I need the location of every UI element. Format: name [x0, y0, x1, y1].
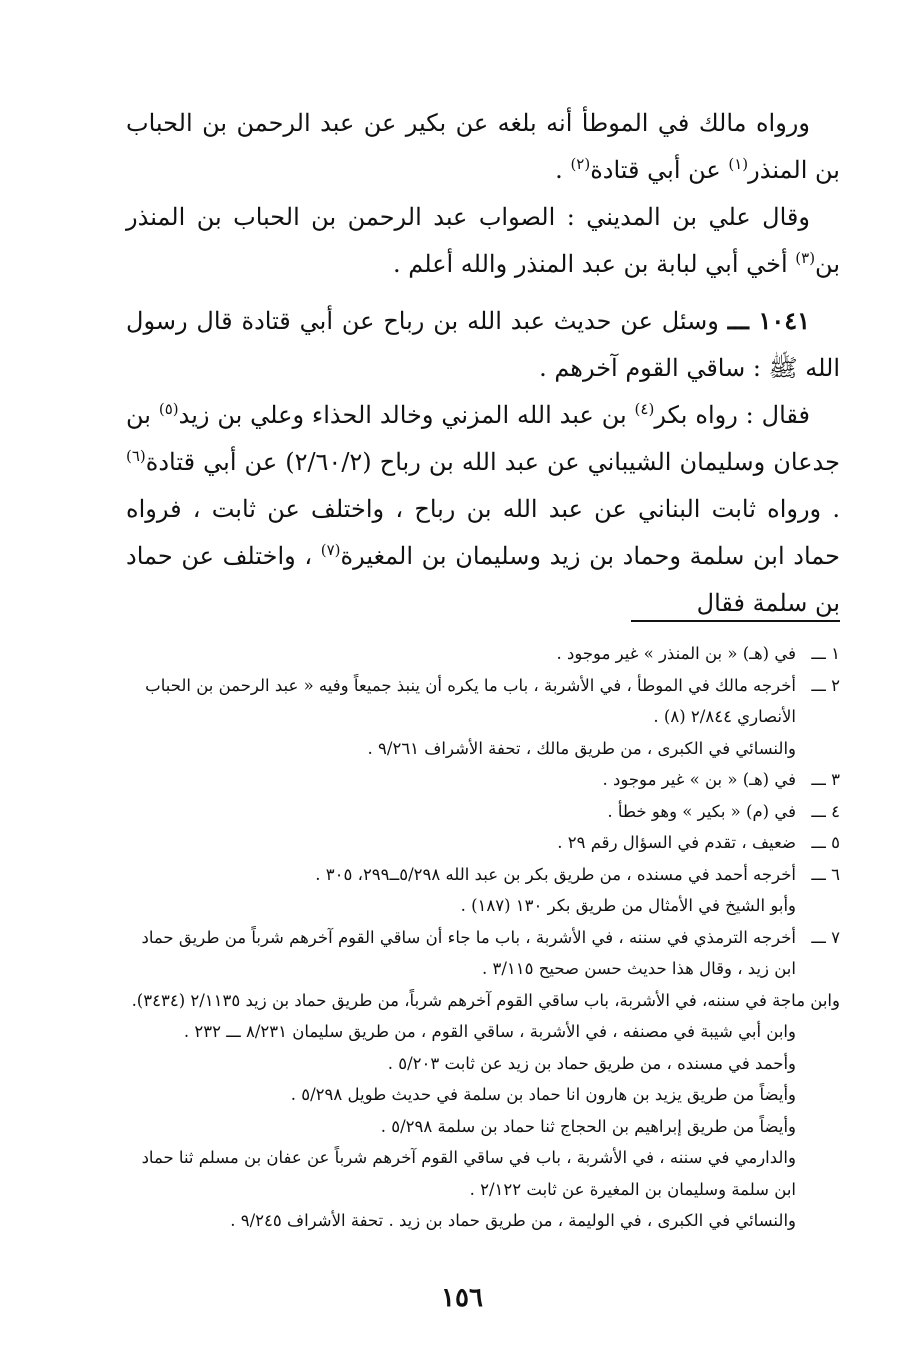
footnote-line: وابن ماجة في سننه، في الأشربة، باب ساقي القوم آخرهم شرباً، من طريق حماد بن زيد ٢/١١٣٥ (٣٤٣٤). [131, 990, 840, 1010]
footnote-number: ٢ ـــ [811, 675, 840, 695]
footnote-line: في (م) « بكير » وهو خطأ . [607, 801, 796, 821]
footnote-line: وأيضاً من طريق إبراهيم بن الحجاج ثنا حماد بن سلمة ٥/٢٩٨ . [380, 1116, 796, 1136]
footnote [116, 638, 840, 670]
footnote-line: في (هـ) « بن المنذر » غير موجود . [556, 644, 796, 663]
footnote-number: ٣ ـــ [811, 770, 840, 789]
footnote-separator [631, 620, 840, 622]
footnote-ref: (١) [728, 155, 749, 173]
footnote-line: أخرجه الترمذي في سننه ، في الأشربة ، باب ما جاء أن ساقي القوم آخرهم شرباً من طريق حماد [141, 927, 796, 947]
footnote-number: ٥ ـــ [811, 833, 840, 852]
footnote [116, 827, 840, 859]
entry-number: ١٠٤١ ـــ [727, 306, 810, 335]
footnote-number: ٤ ـــ [811, 801, 840, 821]
footnote [116, 796, 840, 828]
footnote [116, 764, 840, 796]
footnote-ref: (٥) [158, 400, 179, 418]
footnote-number: ٧ ـــ [811, 927, 840, 947]
main-text [126, 100, 840, 627]
footnote [116, 670, 840, 765]
footnote-line: أخرجه مالك في الموطأ ، في الأشربة ، باب ما يكره أن ينبذ جميعاً وفيه « عبد الرحمن بن الحباب [145, 675, 796, 695]
footnote-number: ٦ ـــ [811, 864, 840, 884]
footnote-ref: (٧) [320, 541, 341, 559]
paragraph-2: وقال علي بن المديني : الصواب عبد الرحمن بن الحباب بن المنذر بن$^{(٣)}$ أخي أبي لبابة بن عبد المنذر والله أعلم . [126, 203, 840, 278]
footnotes [116, 638, 840, 1237]
footnote-line: وأيضاً من طريق يزيد بن هارون انا حماد بن سلمة في حديث طويل ٥/٢٩٨ . [290, 1085, 796, 1104]
footnote-line: والدارمي في سننه ، في الأشربة ، باب في ساقي القوم آخرهم شرباً عن عفان بن مسلم ثنا حماد [141, 1148, 796, 1167]
footnote-line: وأحمد في مسنده ، من طريق حماد بن زيد عن ثابت ٥/٢٠٣ . [387, 1053, 796, 1073]
footnote-line: والنسائي في الكبرى ، في الوليمة ، من طريق حماد بن زيد . تحفة الأشراف ٩/٢٤٥ . [230, 1211, 796, 1230]
footnote-line: ابن سلمة وسليمان بن المغيرة عن ثابت ٢/١٢٢ . [469, 1179, 796, 1199]
footnote-number: ١ ـــ [811, 644, 840, 663]
footnote-line: ابن زيد ، وقال هذا حديث حسن صحيح ٣/١١٥ . [481, 959, 796, 978]
footnote [116, 922, 840, 985]
footnote-ref: (٣) [795, 249, 816, 267]
paragraph-4: فقال : رواه بكر$^{(٤)}$ بن عبد الله المزني وخالد الحذاء وعلي بن زيد$^{(٥)}$ بن جدعان وسليمان الشيباني عن عبد الله بن رباح (٢/٦٠/٢) عن أبي قتادة$^{(٦)}$ . ورواه ثابت البناني عن عبد الله بن رباح ، واختلف عن ثابت ، فرواه حماد ابن سلمة وحماد بن زيد وسليمان بن المغيرة$^{(٧)}$ ، واختلف عن حماد بن سلمة فقال [126, 400, 841, 617]
footnote-line: وابن أبي شيبة في مصنفه ، في الأشربة ، ساقي القوم ، من طريق سليمان ٨/٢٣١ ـــ ٢٣٢ . [183, 1022, 796, 1041]
footnote [116, 859, 840, 922]
footnote-line: في (هـ) « بن » غير موجود . [602, 770, 796, 789]
footnote-line: والنسائي في الكبرى ، من طريق مالك ، تحفة الأشراف ٩/٢٦١ . [367, 738, 796, 758]
footnote-ref: (٢) [570, 155, 591, 173]
footnote-ref: (٦) [126, 447, 146, 465]
paragraph-1: ورواه مالك في الموطأ أنه بلغه عن بكير عن عبد الرحمن بن الحباب بن المنذر$^{(١)}$ عن أبي قتادة$^{(٢)}$ . [126, 109, 840, 184]
footnote-ref: (٤) [634, 400, 655, 418]
entry-1041: ١٠٤١ ـــ وسئل عن حديث عبد الله بن رباح عن أبي قتادة قال رسول الله ﷺ : ساقي القوم آخرهم . [126, 306, 840, 382]
footnote-line: الأنصاري ٢/٨٤٤ (٨) . [653, 707, 796, 726]
footnote-line: وأبو الشيخ في الأمثال من طريق بكر ١٣٠ (١٨٧) . [460, 896, 796, 915]
page-number: ١٥٦ [441, 1283, 483, 1313]
footnote-line: أخرجه أحمد في مسنده ، من طريق بكر بن عبد الله ٥/٢٩٨ــ٢٩٩، ٣٠٥ . [315, 864, 796, 884]
footnote-line: ضعيف ، تقدم في السؤال رقم ٢٩ . [557, 833, 796, 852]
